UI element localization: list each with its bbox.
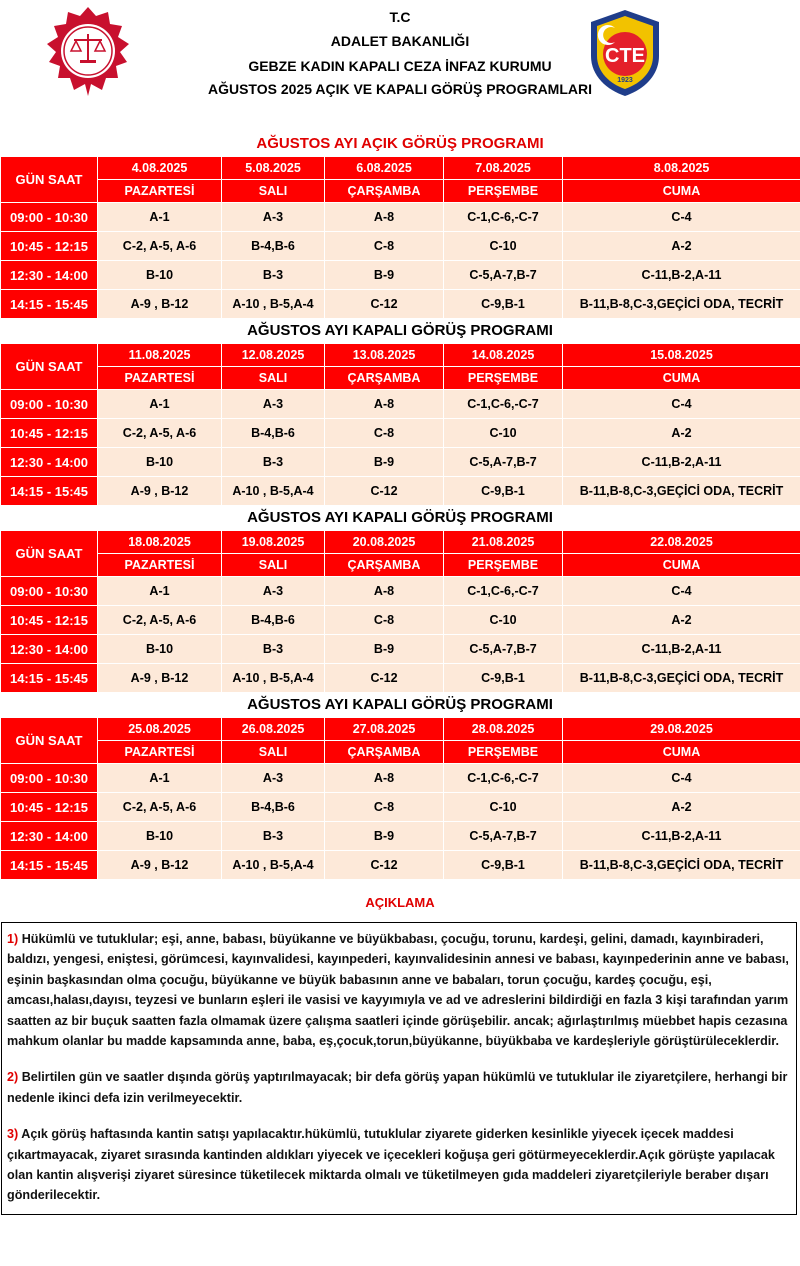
ward-cell: C-4 bbox=[563, 203, 800, 232]
cte-logo bbox=[585, 8, 665, 98]
ward-cell: B-11,B-8,C-3,GEÇİCİ ODA, TECRİT bbox=[563, 290, 800, 319]
date-header: 28.08.2025 bbox=[444, 718, 563, 741]
ward-cell: B-11,B-8,C-3,GEÇİCİ ODA, TECRİT bbox=[563, 477, 800, 506]
gun-saat-header: GÜN SAAT bbox=[1, 531, 98, 577]
ward-cell: A-1 bbox=[98, 577, 222, 606]
ward-cell: A-3 bbox=[222, 577, 325, 606]
date-header: 22.08.2025 bbox=[563, 531, 800, 554]
schedule-table bbox=[0, 156, 800, 319]
time-slot: 12:30 - 14:00 bbox=[1, 448, 98, 477]
table-row bbox=[1, 448, 800, 477]
ward-cell: C-9,B-1 bbox=[444, 851, 563, 880]
day-header: CUMA bbox=[563, 367, 800, 390]
ward-cell: C-12 bbox=[325, 664, 444, 693]
ward-cell: C-12 bbox=[325, 851, 444, 880]
ward-cell: C-12 bbox=[325, 477, 444, 506]
ward-cell: C-9,B-1 bbox=[444, 477, 563, 506]
ward-cell: C-10 bbox=[444, 606, 563, 635]
date-header: 18.08.2025 bbox=[98, 531, 222, 554]
time-slot: 09:00 - 10:30 bbox=[1, 764, 98, 793]
ward-cell: A-10 , B-5,A-4 bbox=[222, 477, 325, 506]
note-text: Belirtilen gün ve saatler dışında görüş yaptırılmayacak; bir defa görüş yapan hükümlü ve tutuklular ile ziyaretçilere, herhangi bir nedenle ikinci defa izin verilmeyecektir. bbox=[7, 1070, 788, 1105]
note-text: Hükümlü ve tutuklular; eşi, anne, babası, büyükanne ve büyükbabası, çocuğu, torunu, kardeşi, gelini, damadı, kayınbiraderi, baldızı, yengesi, eniştesi, görümcesi, kayınvalidesi, kayınpederi, kayınvalidesinin annesi ve babası, kayınpederinin anne ve babası, eşinin başkasından olma çocuğu, büyükanne ve büyük babasının anne ve babaları, torun çocuğu, kardeş çocuğu, eşi, amcası,halası,dayısı, teyzesi ve bunların eşleri ile vasisi ve kayyımıyla ve ad ve adreslerini bildirdiği en fazla 3 kişi tarafından yarım saatten az bir buçuk saatten fazla olmamak üzere çalışma saatleri içinde görüşebilir. ancak; ağırlaştırılmış müebbet hapis cezasına mahkum olanlar bu madde kapsamında anne, baba, eş,çocuk,torun,büyükanne, büyükbaba ve kardeşleriyle görüştürüleceklerdir. bbox=[7, 932, 789, 1049]
ward-cell: C-1,C-6,-C-7 bbox=[444, 764, 563, 793]
ward-cell: C-11,B-2,A-11 bbox=[563, 822, 800, 851]
schedule-section bbox=[0, 319, 800, 506]
document-header bbox=[0, 0, 800, 132]
date-header: 19.08.2025 bbox=[222, 531, 325, 554]
ward-cell: B-9 bbox=[325, 448, 444, 477]
date-header: 21.08.2025 bbox=[444, 531, 563, 554]
header-line-institution: GEBZE KADIN KAPALI CEZA İNFAZ KURUMU bbox=[248, 58, 552, 74]
date-header: 12.08.2025 bbox=[222, 344, 325, 367]
ward-cell: C-11,B-2,A-11 bbox=[563, 261, 800, 290]
ward-cell: A-9 , B-12 bbox=[98, 477, 222, 506]
ward-cell: A-1 bbox=[98, 203, 222, 232]
day-header: PERŞEMBE bbox=[444, 741, 563, 764]
note-item bbox=[7, 1124, 789, 1206]
gun-saat-header: GÜN SAAT bbox=[1, 718, 98, 764]
time-slot: 14:15 - 15:45 bbox=[1, 664, 98, 693]
aciklama-title: AÇIKLAMA bbox=[365, 895, 435, 910]
ward-cell: A-10 , B-5,A-4 bbox=[222, 664, 325, 693]
ward-cell: C-5,A-7,B-7 bbox=[444, 635, 563, 664]
day-header: CUMA bbox=[563, 180, 800, 203]
ward-cell: A-2 bbox=[563, 793, 800, 822]
ward-cell: A-8 bbox=[325, 764, 444, 793]
ward-cell: B-4,B-6 bbox=[222, 232, 325, 261]
note-number: 1) bbox=[7, 932, 19, 946]
date-header: 25.08.2025 bbox=[98, 718, 222, 741]
table-row bbox=[1, 419, 800, 448]
ward-cell: B-10 bbox=[98, 261, 222, 290]
table-row bbox=[1, 664, 800, 693]
cte-logo-year: 1923 bbox=[617, 77, 633, 84]
ward-cell: C-2, A-5, A-6 bbox=[98, 606, 222, 635]
gun-saat-header: GÜN SAAT bbox=[1, 344, 98, 390]
ward-cell: C-1,C-6,-C-7 bbox=[444, 390, 563, 419]
ward-cell: C-10 bbox=[444, 419, 563, 448]
day-header: PAZARTESİ bbox=[98, 554, 222, 577]
schedule-section bbox=[0, 693, 800, 880]
time-slot: 09:00 - 10:30 bbox=[1, 577, 98, 606]
time-slot: 09:00 - 10:30 bbox=[1, 390, 98, 419]
time-slot: 09:00 - 10:30 bbox=[1, 203, 98, 232]
date-header: 6.08.2025 bbox=[325, 157, 444, 180]
ward-cell: B-10 bbox=[98, 635, 222, 664]
ward-cell: C-8 bbox=[325, 793, 444, 822]
date-header: 13.08.2025 bbox=[325, 344, 444, 367]
ward-cell: C-8 bbox=[325, 419, 444, 448]
ward-cell: A-2 bbox=[563, 419, 800, 448]
date-header: 11.08.2025 bbox=[98, 344, 222, 367]
table-row bbox=[1, 577, 800, 606]
ward-cell: B-4,B-6 bbox=[222, 606, 325, 635]
note-item bbox=[7, 929, 789, 1051]
date-header: 29.08.2025 bbox=[563, 718, 800, 741]
header-line-program-title: AĞUSTOS 2025 AÇIK VE KAPALI GÖRÜŞ PROGRAMLARI bbox=[207, 81, 592, 97]
table-row bbox=[1, 635, 800, 664]
day-header: ÇARŞAMBA bbox=[325, 741, 444, 764]
ward-cell: B-3 bbox=[222, 635, 325, 664]
ward-cell: C-8 bbox=[325, 232, 444, 261]
ward-cell: A-3 bbox=[222, 203, 325, 232]
note-item bbox=[7, 1067, 789, 1108]
date-header: 7.08.2025 bbox=[444, 157, 563, 180]
day-header: PAZARTESİ bbox=[98, 741, 222, 764]
ward-cell: A-10 , B-5,A-4 bbox=[222, 851, 325, 880]
date-header: 20.08.2025 bbox=[325, 531, 444, 554]
ward-cell: C-5,A-7,B-7 bbox=[444, 448, 563, 477]
schedule-table bbox=[0, 530, 800, 693]
ward-cell: B-4,B-6 bbox=[222, 419, 325, 448]
ward-cell: B-9 bbox=[325, 822, 444, 851]
time-slot: 14:15 - 15:45 bbox=[1, 851, 98, 880]
table-row bbox=[1, 793, 800, 822]
schedule-section bbox=[0, 132, 800, 319]
table-row bbox=[1, 764, 800, 793]
day-header: PAZARTESİ bbox=[98, 367, 222, 390]
ward-cell: C-9,B-1 bbox=[444, 290, 563, 319]
ward-cell: C-4 bbox=[563, 390, 800, 419]
table-row bbox=[1, 203, 800, 232]
date-header: 26.08.2025 bbox=[222, 718, 325, 741]
ward-cell: C-8 bbox=[325, 606, 444, 635]
ward-cell: B-9 bbox=[325, 635, 444, 664]
ward-cell: C-9,B-1 bbox=[444, 664, 563, 693]
ward-cell: A-1 bbox=[98, 390, 222, 419]
note-text: Açık görüş haftasında kantin satışı yapılacaktır.hükümlü, tutuklular ziyarete giderken kesinlikle yiyecek içecek maddesi çıkartmayacak, ziyaret sırasında kantinden aldıkları yiyecek ve içecekleri koğuşa geri götürmeyeceklerdir.Açık görüşte yapılacak olan kantin alışverişi ziyaret süresince tüketilecek miktarda olmalı ve tüketilmeyen gıda maddeleri ziyaretçileriyle beraber dışarı gönderilecektir. bbox=[7, 1127, 775, 1203]
ward-cell: C-10 bbox=[444, 232, 563, 261]
ward-cell: C-4 bbox=[563, 764, 800, 793]
section-title: AĞUSTOS AYI KAPALI GÖRÜŞ PROGRAMI bbox=[247, 696, 553, 713]
ward-cell: B-3 bbox=[222, 822, 325, 851]
notes-box bbox=[1, 922, 797, 1215]
time-slot: 12:30 - 14:00 bbox=[1, 822, 98, 851]
ward-cell: A-2 bbox=[563, 232, 800, 261]
ward-cell: C-11,B-2,A-11 bbox=[563, 448, 800, 477]
schedule-table bbox=[0, 717, 800, 880]
day-header: PERŞEMBE bbox=[444, 180, 563, 203]
cte-logo-text: CTE bbox=[605, 45, 645, 67]
day-header: SALI bbox=[222, 741, 325, 764]
ward-cell: B-3 bbox=[222, 448, 325, 477]
ward-cell: C-2, A-5, A-6 bbox=[98, 793, 222, 822]
day-header: CUMA bbox=[563, 554, 800, 577]
ward-cell: A-9 , B-12 bbox=[98, 290, 222, 319]
schedule-sections bbox=[0, 132, 800, 880]
section-title: AĞUSTOS AYI KAPALI GÖRÜŞ PROGRAMI bbox=[247, 509, 553, 526]
ward-cell: A-9 , B-12 bbox=[98, 851, 222, 880]
ward-cell: C-10 bbox=[444, 793, 563, 822]
ward-cell: C-2, A-5, A-6 bbox=[98, 419, 222, 448]
ward-cell: A-10 , B-5,A-4 bbox=[222, 290, 325, 319]
ward-cell: B-10 bbox=[98, 822, 222, 851]
header-line-tc: T.C bbox=[389, 9, 411, 25]
gun-saat-header: GÜN SAAT bbox=[1, 157, 98, 203]
time-slot: 12:30 - 14:00 bbox=[1, 261, 98, 290]
time-slot: 10:45 - 12:15 bbox=[1, 606, 98, 635]
ward-cell: A-1 bbox=[98, 764, 222, 793]
note-number: 3) bbox=[7, 1127, 19, 1142]
time-slot: 10:45 - 12:15 bbox=[1, 419, 98, 448]
time-slot: 14:15 - 15:45 bbox=[1, 290, 98, 319]
ward-cell: A-2 bbox=[563, 606, 800, 635]
ward-cell: B-3 bbox=[222, 261, 325, 290]
ward-cell: A-8 bbox=[325, 577, 444, 606]
ward-cell: C-5,A-7,B-7 bbox=[444, 261, 563, 290]
time-slot: 14:15 - 15:45 bbox=[1, 477, 98, 506]
table-row bbox=[1, 261, 800, 290]
section-title: AĞUSTOS AYI KAPALI GÖRÜŞ PROGRAMI bbox=[247, 322, 553, 339]
ward-cell: A-8 bbox=[325, 390, 444, 419]
schedule-section bbox=[0, 506, 800, 693]
ward-cell: B-11,B-8,C-3,GEÇİCİ ODA, TECRİT bbox=[563, 664, 800, 693]
day-header: PERŞEMBE bbox=[444, 554, 563, 577]
ward-cell: A-3 bbox=[222, 764, 325, 793]
ward-cell: C-12 bbox=[325, 290, 444, 319]
time-slot: 12:30 - 14:00 bbox=[1, 635, 98, 664]
day-header: SALI bbox=[222, 554, 325, 577]
table-row bbox=[1, 390, 800, 419]
ward-cell: A-8 bbox=[325, 203, 444, 232]
date-header: 4.08.2025 bbox=[98, 157, 222, 180]
date-header: 5.08.2025 bbox=[222, 157, 325, 180]
ward-cell: C-4 bbox=[563, 577, 800, 606]
day-header: CUMA bbox=[563, 741, 800, 764]
ward-cell: C-1,C-6,-C-7 bbox=[444, 203, 563, 232]
ward-cell: C-2, A-5, A-6 bbox=[98, 232, 222, 261]
day-header: ÇARŞAMBA bbox=[325, 554, 444, 577]
ward-cell: C-5,A-7,B-7 bbox=[444, 822, 563, 851]
schedule-table bbox=[0, 343, 800, 506]
ward-cell: B-11,B-8,C-3,GEÇİCİ ODA, TECRİT bbox=[563, 851, 800, 880]
ward-cell: B-10 bbox=[98, 448, 222, 477]
ward-cell: A-3 bbox=[222, 390, 325, 419]
date-header: 8.08.2025 bbox=[563, 157, 800, 180]
ward-cell: A-9 , B-12 bbox=[98, 664, 222, 693]
note-number: 2) bbox=[7, 1070, 19, 1085]
ward-cell: B-9 bbox=[325, 261, 444, 290]
date-header: 15.08.2025 bbox=[563, 344, 800, 367]
time-slot: 10:45 - 12:15 bbox=[1, 232, 98, 261]
table-row bbox=[1, 851, 800, 880]
table-row bbox=[1, 822, 800, 851]
date-header: 14.08.2025 bbox=[444, 344, 563, 367]
day-header: PAZARTESİ bbox=[98, 180, 222, 203]
date-header: 27.08.2025 bbox=[325, 718, 444, 741]
ward-cell: B-4,B-6 bbox=[222, 793, 325, 822]
table-row bbox=[1, 477, 800, 506]
table-row bbox=[1, 232, 800, 261]
day-header: SALI bbox=[222, 180, 325, 203]
header-line-ministry: ADALET BAKANLIĞI bbox=[330, 33, 470, 49]
day-header: PERŞEMBE bbox=[444, 367, 563, 390]
table-row bbox=[1, 606, 800, 635]
ward-cell: C-11,B-2,A-11 bbox=[563, 635, 800, 664]
day-header: ÇARŞAMBA bbox=[325, 180, 444, 203]
time-slot: 10:45 - 12:15 bbox=[1, 793, 98, 822]
day-header: ÇARŞAMBA bbox=[325, 367, 444, 390]
ward-cell: C-1,C-6,-C-7 bbox=[444, 577, 563, 606]
section-title: AĞUSTOS AYI AÇIK GÖRÜŞ PROGRAMI bbox=[256, 135, 544, 152]
day-header: SALI bbox=[222, 367, 325, 390]
table-row bbox=[1, 290, 800, 319]
